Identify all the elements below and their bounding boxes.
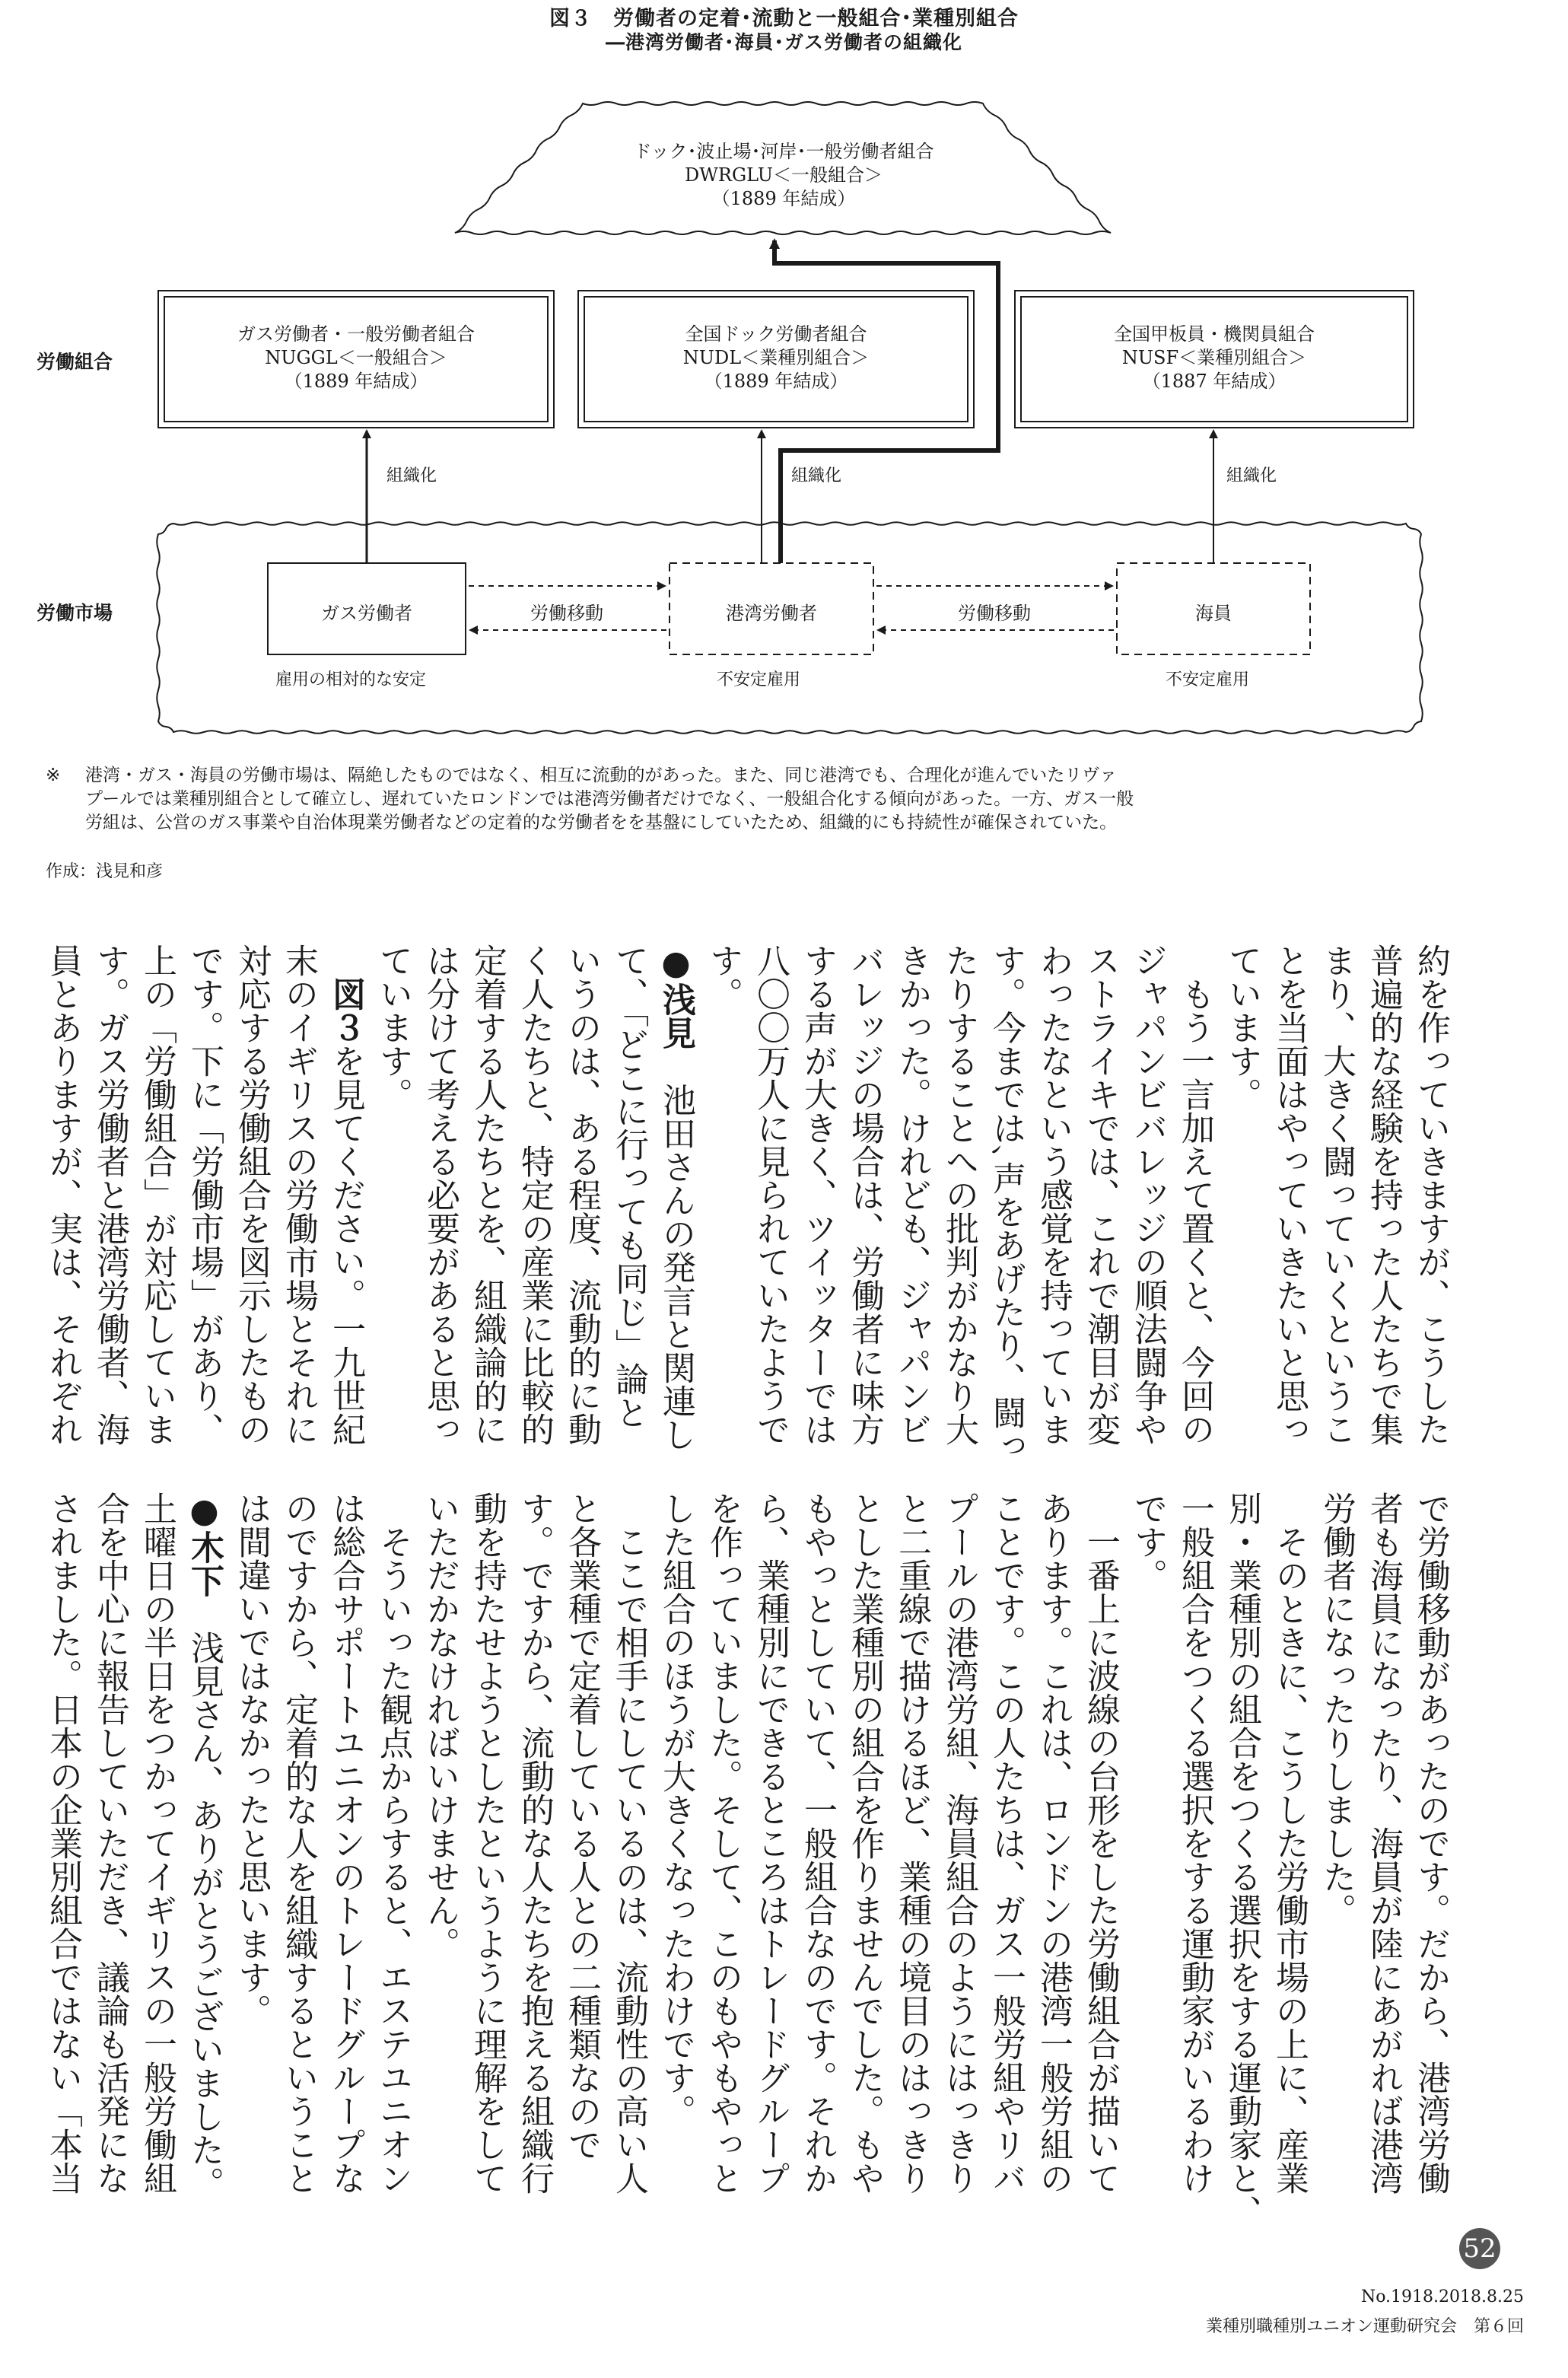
text-line: 土曜日の半日をつかってイギリスの一般労働組 bbox=[138, 1491, 177, 2195]
figure-credit: 作成：浅見和彦 bbox=[46, 862, 164, 881]
union-abbr: NUDL＜業種別組合＞ bbox=[682, 347, 870, 368]
text-line: は分けて考える必要があると思っ bbox=[421, 944, 460, 1446]
text-line: す。今までは､声をあげたり、闘っ bbox=[987, 944, 1026, 1463]
figure-title: 図３ 労働者の定着･流動と一般組合･業種別組合 bbox=[549, 7, 1019, 30]
union-label-nuggl bbox=[164, 323, 548, 393]
series-title: 業種別職種別ユニオン運動研究会 第６回 bbox=[1205, 2317, 1524, 2336]
organizing-label-seamen: 組織化 bbox=[1226, 466, 1277, 485]
union-year: （1889 年結成） bbox=[704, 371, 848, 392]
issue-info: No.1918.2018.8.25 bbox=[1360, 2287, 1524, 2306]
body-column-upper bbox=[39, 944, 1454, 1530]
text-line: す。ですから、流動的な人たちを抱える組織行 bbox=[515, 1491, 554, 2195]
text-line: もう一言加えて置くと、今回の bbox=[1175, 944, 1214, 1446]
labor-market-cloud bbox=[157, 522, 1423, 734]
text-line: 者も海員になったり、海員が陸にあがれば港湾 bbox=[1364, 1491, 1403, 2195]
top-union-year: （1889 年結成） bbox=[711, 188, 856, 209]
text-line: プールの港湾労組、海員組合のようにはっきり bbox=[940, 1491, 978, 2195]
page-number: 52 bbox=[1459, 2228, 1500, 2269]
market-note-seamen: 不安定雇用 bbox=[1166, 670, 1250, 689]
text-line: を見てください。一九世紀 bbox=[326, 1044, 365, 1446]
text-line: は総合サポートユニオンのトレードグループな bbox=[326, 1491, 365, 2195]
text-line: ら、業種別にできるところはトレードグループ bbox=[751, 1491, 790, 2195]
text-line: ています。 bbox=[374, 944, 412, 1111]
text-line: と各業種で定着している人との二種類なので bbox=[562, 1491, 601, 2161]
text-line: とを当面はやっていきたいと思っ bbox=[1270, 944, 1309, 1446]
figure-subtitle: ―港湾労働者･海員･ガス労働者の組織化 bbox=[605, 31, 962, 53]
text-line: たりすることへの批判がかなり大 bbox=[940, 944, 978, 1446]
note-line: 港湾・ガス・海員の労働市場は、隔絶したものではなく、相互に流動的があった。また、同じ港湾でも、合理化が進んでいたリヴァ bbox=[85, 766, 1118, 785]
text-line: です。 bbox=[1128, 1491, 1167, 1592]
text-line: わったなという感覚を持っていま bbox=[1034, 944, 1073, 1446]
union-year: （1887 年結成） bbox=[1142, 371, 1287, 392]
top-union-abbr: DWRGLU＜一般組合＞ bbox=[684, 164, 883, 186]
text-line: 一番上に波線の台形をした労働組合が描いて bbox=[1081, 1491, 1120, 2195]
union-year: （1889 年結成） bbox=[284, 371, 428, 392]
union-name: 全国甲板員・機関員組合 bbox=[1114, 323, 1315, 345]
row-label-union: 労働組合 bbox=[37, 351, 113, 373]
text-line: バレッジの場合は、労働者に味方 bbox=[845, 944, 884, 1446]
text-line: 上の「労働組合」が対応していま bbox=[138, 944, 177, 1446]
top-union-label bbox=[578, 140, 989, 211]
text-line: ことです。この人たちは、ガス一般労組やリバ bbox=[987, 1491, 1026, 2195]
market-name-dock: 港湾労働者 bbox=[726, 603, 817, 624]
union-abbr: NUGGL＜一般組合＞ bbox=[265, 347, 447, 368]
text-line: する声が大きく、ツイッターでは bbox=[798, 944, 837, 1446]
mobility-label-dock-seamen: 労働移動 bbox=[958, 603, 1031, 624]
text-line: す。 bbox=[704, 944, 743, 1011]
text-line: もやっとしていて、一般組合なのです。それか bbox=[798, 1491, 837, 2195]
text-line: 一般組合をつくる選択をする運動家がいるわけ bbox=[1175, 1491, 1214, 2195]
union-name: 全国ドック労働者組合 bbox=[685, 323, 867, 345]
text-line: 別・業種別の組合をつくる選択をする運動家と、 bbox=[1223, 1491, 1261, 2228]
text-line: 動を持たせようとしたというように理解をして bbox=[468, 1491, 507, 2195]
union-label-nudl bbox=[584, 323, 968, 393]
text-line: く人たちと、特定の産業に比較的 bbox=[515, 944, 554, 1446]
text-line: は間違いではなかったと思います。 bbox=[232, 1491, 271, 2027]
text-line: す。ガス労働者と港湾労働者、海 bbox=[91, 944, 129, 1446]
union-name: ガス労働者・一般労働者組合 bbox=[237, 323, 475, 345]
text-line: のですから、定着的な人を組織するということ bbox=[279, 1491, 318, 2195]
text-line: いうのは、ある程度、流動的に動 bbox=[562, 944, 601, 1446]
organizing-label-gas: 組織化 bbox=[386, 466, 437, 485]
text-line: ここで相手にしているのは、流動性の高い人 bbox=[609, 1491, 648, 2195]
body-column-lower bbox=[39, 1491, 1454, 2228]
top-union-name: ドック･波止場･河岸･一般労働者組合 bbox=[633, 141, 934, 162]
organizing-label-dock: 組織化 bbox=[791, 466, 842, 485]
row-label-market: 労働市場 bbox=[37, 602, 113, 624]
text-line: いただかなければいけません。 bbox=[421, 1491, 460, 1960]
text-line: ストライキでは、これで潮目が変 bbox=[1081, 944, 1120, 1446]
text-line: 定着する人たちとを、組織論的に bbox=[468, 944, 507, 1446]
text-line: 員とありますが、実は、それぞれ bbox=[43, 944, 82, 1446]
union-label-nusf bbox=[1021, 323, 1407, 393]
text-line: そのときに、こうした労働市場の上に、産業 bbox=[1270, 1491, 1309, 2195]
text-line: とした業種別の組合を作りませんでした。もや bbox=[845, 1491, 884, 2195]
note-mark: ※ bbox=[46, 766, 61, 785]
union-abbr: NUSF＜業種別組合＞ bbox=[1121, 347, 1307, 368]
text-line: 対応する労働組合を図示したもの bbox=[232, 944, 271, 1446]
text-line: ています。 bbox=[1223, 944, 1261, 1111]
note-line: プールでは業種別組合として確立し、遅れていたロンドンでは港湾労働者だけでなく、一般組合化する傾向があった。一方、ガス一般 bbox=[85, 789, 1134, 809]
text-line: まり、大きく闘っていくというこ bbox=[1317, 944, 1356, 1446]
text-line: と二重線で描けるほど、業種の境目のはっきり bbox=[892, 1491, 931, 2195]
market-note-dock: 不安定雇用 bbox=[717, 670, 801, 689]
speaker-label: 図３ bbox=[326, 944, 365, 1044]
mobility-label-gas-dock: 労働移動 bbox=[530, 603, 603, 624]
text-line: 労働者になったりしました。 bbox=[1317, 1491, 1356, 1927]
text-line: 浅見さん、ありがとうございました。 bbox=[185, 1597, 224, 2200]
text-line: 池田さんの発言と関連し bbox=[657, 1049, 695, 1451]
text-line: で労働移動があったのです。だから、港湾労働 bbox=[1411, 1491, 1450, 2195]
text-line: した組合のほうが大きくなったわけです。 bbox=[657, 1491, 695, 2128]
text-line: きかった。けれども、ジャパンビ bbox=[892, 944, 931, 1446]
text-line: 約を作っていきますが、こうした bbox=[1411, 944, 1450, 1446]
market-note-gas: 雇用の相対的な安定 bbox=[275, 670, 427, 689]
text-line: 八〇〇万人に見られていたようで bbox=[751, 944, 790, 1446]
speaker-label: ●浅見 bbox=[657, 944, 695, 1049]
text-line: て、「どこに行っても同じ」論と bbox=[609, 944, 648, 1429]
text-line: 末のイギリスの労働市場とそれに bbox=[279, 944, 318, 1446]
market-name-gas: ガス労働者 bbox=[321, 603, 412, 624]
figure-note bbox=[46, 764, 1514, 835]
text-line: そういった観点からすると、エステユニオン bbox=[374, 1491, 412, 2195]
market-name-seamen: 海員 bbox=[1195, 603, 1232, 624]
note-line: 労組は、公営のガス事業や自治体現業労働者などの定着的な労働者をを基盤にしていたため、組織的にも持続性が確保されていた。 bbox=[85, 813, 1118, 832]
organize-arrow-dwrglu bbox=[774, 240, 998, 563]
text-line: されました。日本の企業別組合ではない「本当 bbox=[43, 1491, 82, 2195]
text-line: ジャパンビバレッジの順法闘争や bbox=[1128, 944, 1167, 1446]
text-line: 普遍的な経験を持った人たちで集 bbox=[1364, 944, 1403, 1446]
text-line: あります。これは、ロンドンの港湾一般労組の bbox=[1034, 1491, 1073, 2195]
text-line: を作っていました。そして、このもやもやっと bbox=[704, 1491, 743, 2195]
speaker-label: ●木下 bbox=[185, 1491, 224, 1597]
text-line: 合を中心に報告していただき、議論も活発にな bbox=[91, 1491, 129, 2195]
text-line: です。下に「労働市場」があり、 bbox=[185, 944, 224, 1446]
